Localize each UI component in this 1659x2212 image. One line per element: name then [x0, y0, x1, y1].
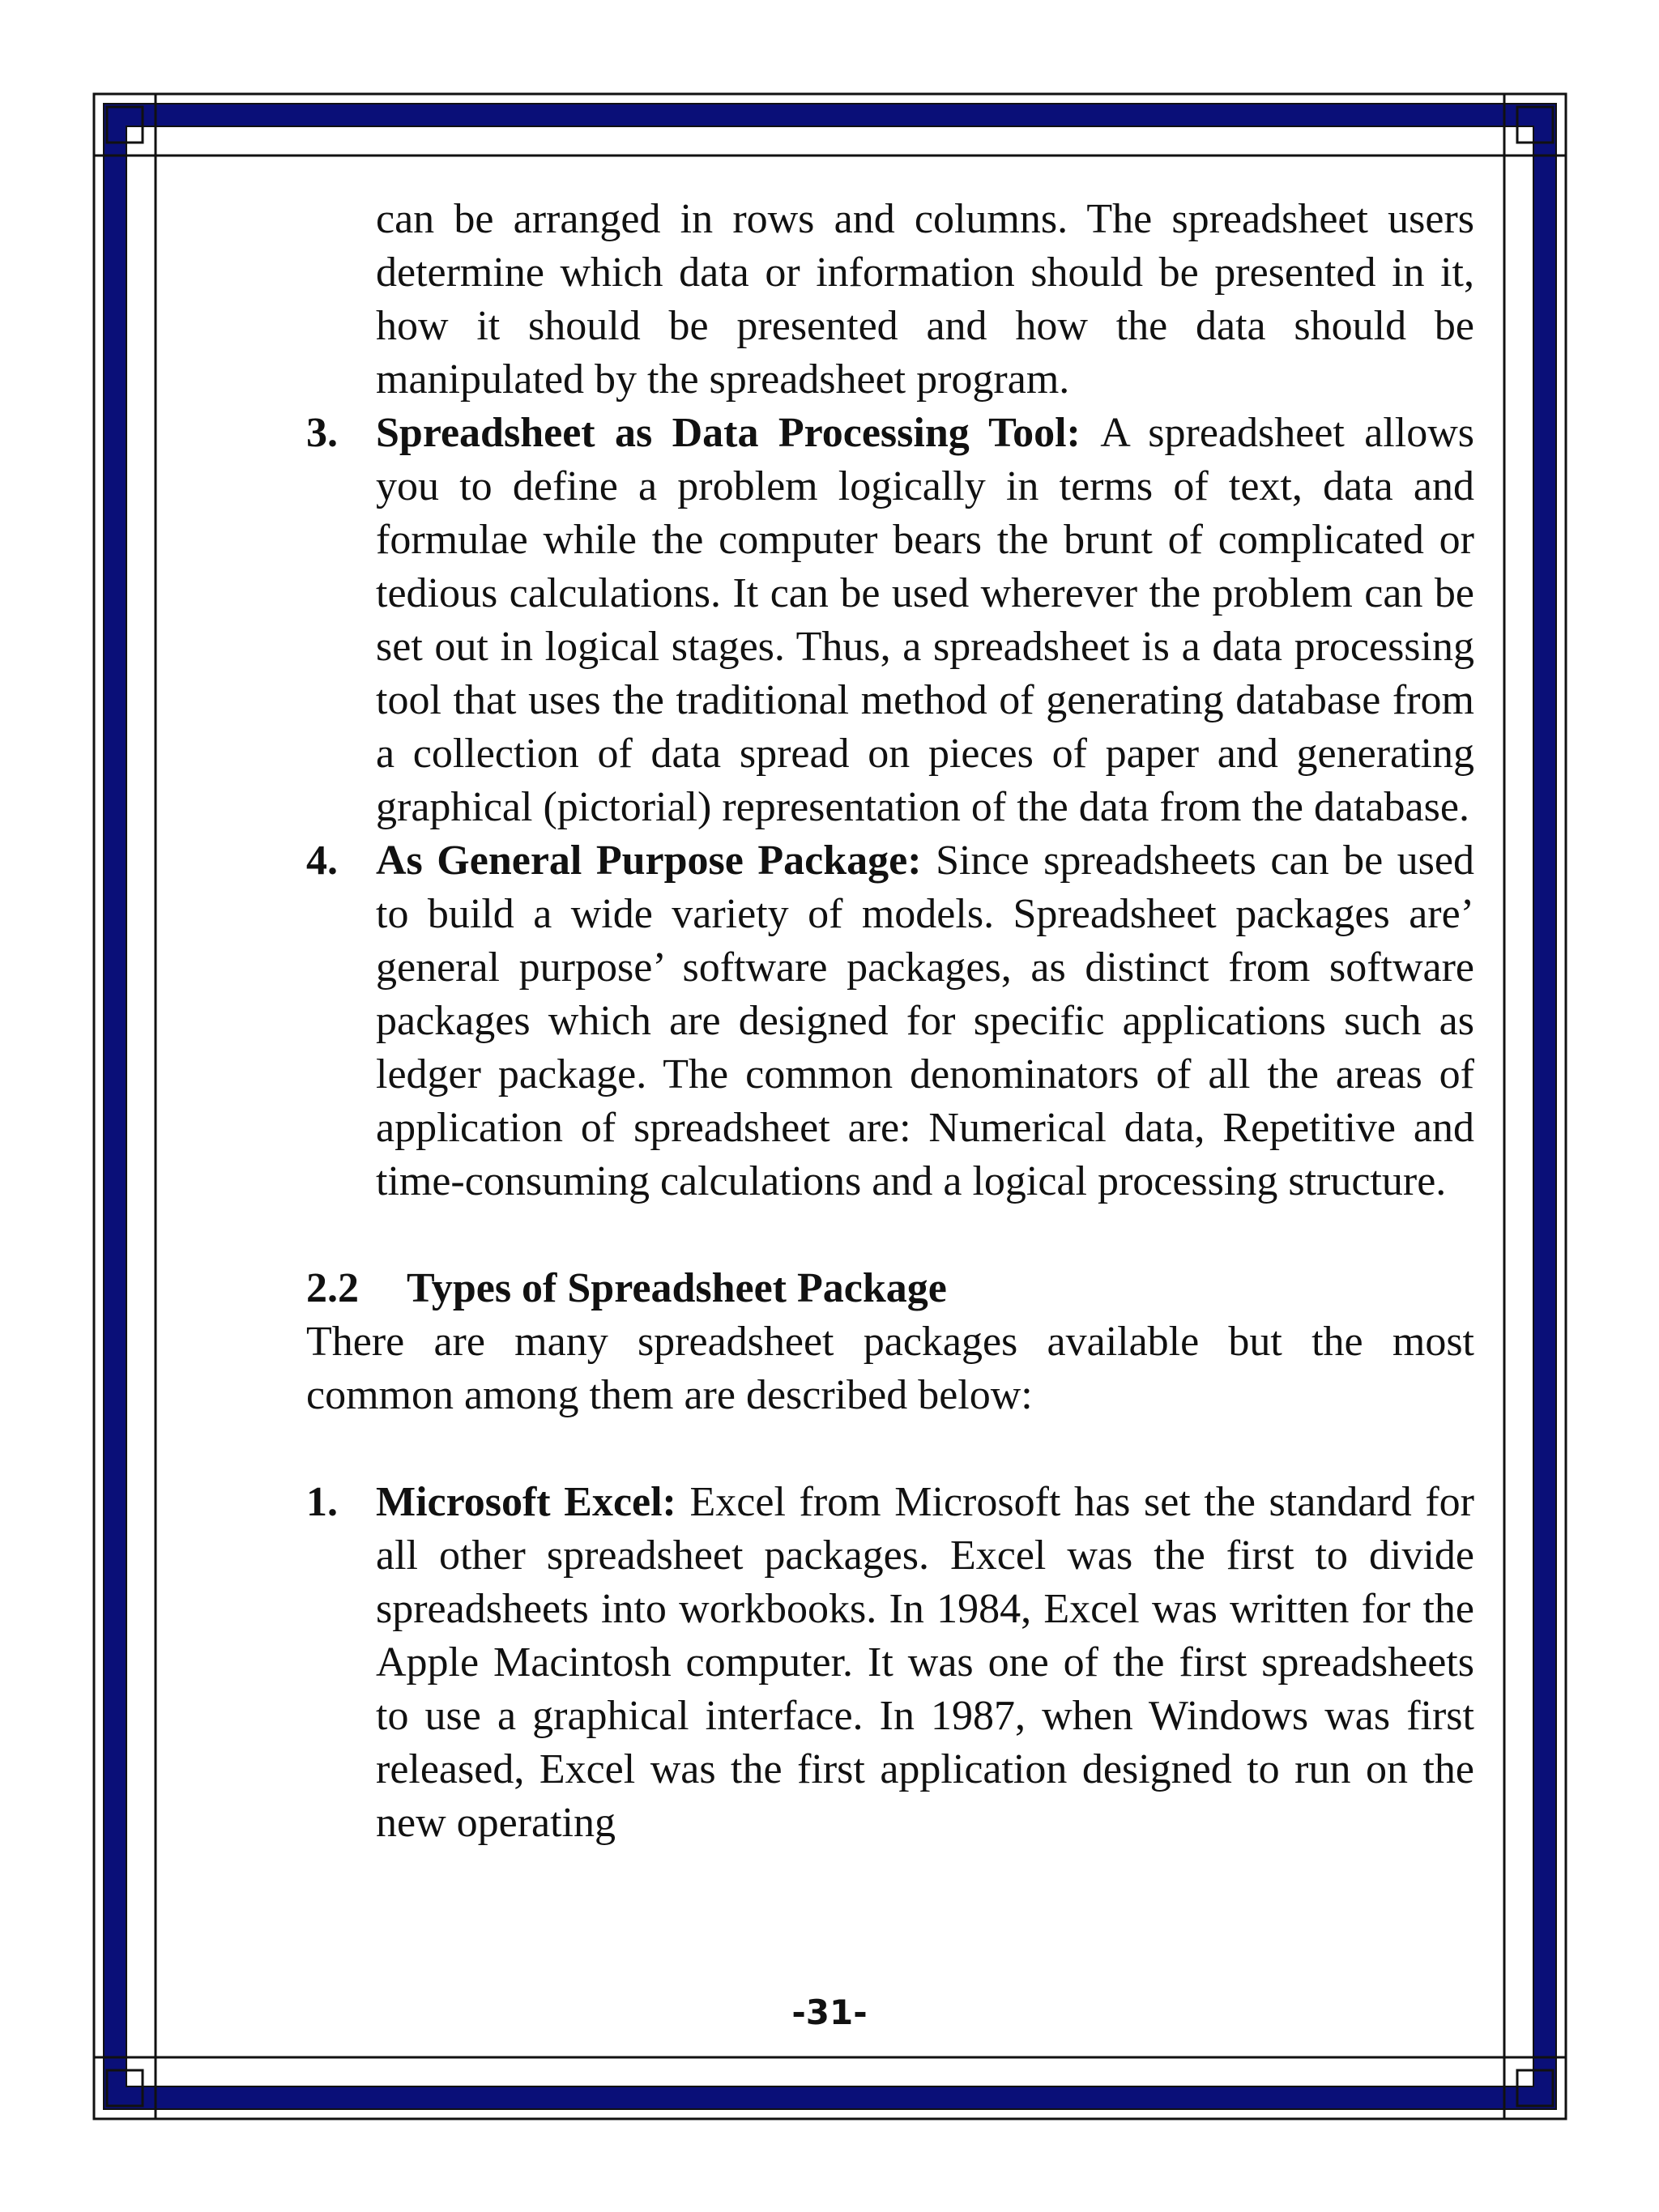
list-number: 3. — [306, 410, 338, 456]
page-number: -31- — [791, 1993, 868, 2032]
list-item-text: Since spreadsheets can be used to build a wide variety of models. Spreadsheet packages are’ general purpose’ software packages, as distinct from software packages which are designed for specific applications such as ledger package. The common denominators of all the areas of application of spreadsheet are: Numerical data, Repetitive and time-consuming calculations and a logical processing structure. — [376, 837, 1474, 1204]
section-title: Types of Spreadsheet Package — [407, 1265, 947, 1311]
section-number: 2.2 — [306, 1265, 359, 1311]
list-number: 4. — [306, 837, 338, 884]
list-item-title: As General Purpose Package: — [376, 837, 936, 884]
list-item-microsoft-excel — [306, 1476, 1474, 1850]
list-item-4 — [306, 834, 1474, 1208]
list-item-title: Spreadsheet as Data Processing Tool: — [376, 410, 1101, 456]
continuation-paragraph: can be arranged in rows and columns. The spreadsheet users determine which data or information should be presented in it, how it should be presented and how the data should be manipulated by the spreadsheet program. — [376, 196, 1474, 403]
page-content — [306, 193, 1474, 1850]
list-item-title: Microsoft Excel: — [376, 1479, 690, 1525]
list-item-3 — [306, 407, 1474, 834]
section-heading — [306, 1262, 1474, 1315]
list-number: 1. — [306, 1479, 338, 1525]
list-item-text: A spreadsheet allows you to define a problem logically in terms of text, data and formulae while the computer bears the brunt of complicated or tedious calculations. It can be used wherever the problem can be set out in logical stages. Thus, a spreadsheet is a data processing tool that uses the traditional method of generating database from a collection of data spread on pieces of paper and generating graphical (pictorial) representation of the data from the database. — [376, 410, 1474, 830]
section-intro: There are many spreadsheet packages available but the most common among them are described below: — [306, 1319, 1474, 1418]
list-item-text: Excel from Microsoft has set the standard for all other spreadsheet packages. Excel was the first to divide spreadsheets into workbooks. In 1984, Excel was written for the Apple Macintosh computer. It was one of the first spreadsheets to use a graphical interface. In 1987, when Windows was first released, Excel was the first application designed to run on the new operating — [376, 1479, 1474, 1846]
